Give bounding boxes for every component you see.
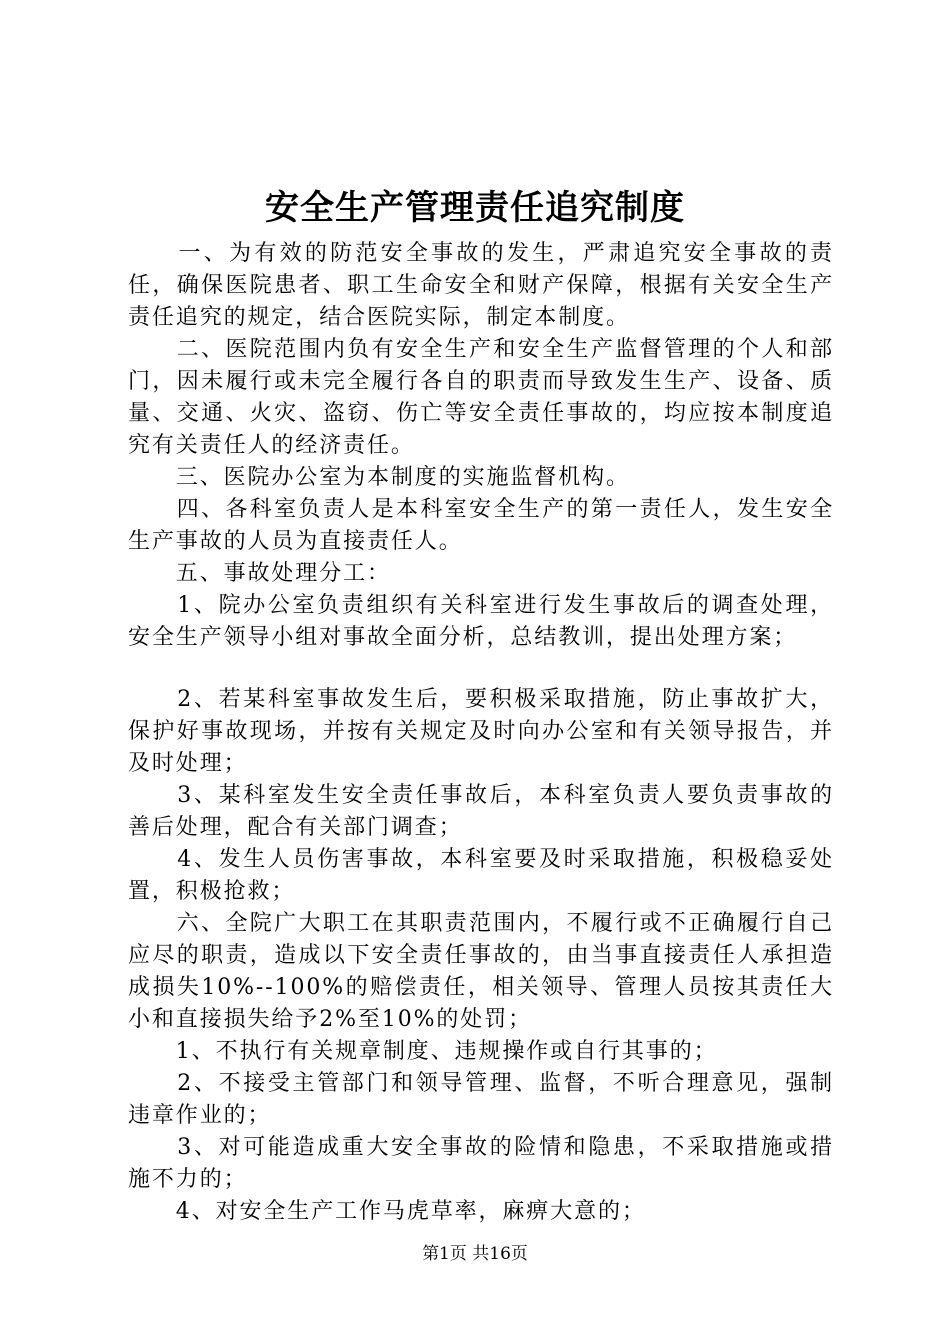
- paragraph-3: 三、医院办公室为本制度的实施监督机构。: [128, 465, 630, 490]
- document-body: [128, 238, 834, 1228]
- paragraph-6-4: 4、对安全生产工作马虎草率，麻痹大意的；: [128, 1199, 646, 1224]
- paragraph-4: 四、各科室负责人是本科室安全生产的第一责任人，发生安全生产事故的人员为直接责任人。: [128, 497, 834, 554]
- paragraph-2: 二、医院范围内负有安全生产和安全生产监督管理的个人和部门，因未履行或未完全履行各自的职责而导致发生生产、设备、质量、交通、火灾、盗窃、伤亡等安全责任事故的，均应按本制度追究有关责任人的经济责任。: [128, 337, 834, 458]
- paragraph-5-1: 1、院办公室负责组织有关科室进行发生事故后的调查处理，安全生产领导小组对事故全面分析，总结教训，提出处理方案；: [128, 593, 834, 650]
- paragraph-6-1: 1、不执行有关规章制度、违规操作或自行其事的；: [128, 1039, 718, 1064]
- paragraph-5-3: 3、某科室发生安全责任事故后，本科室负责人要负责事故的善后处理，配合有关部门调查；: [128, 783, 834, 840]
- document-title: 安全生产管理责任追究制度: [265, 188, 685, 228]
- paragraph-6: 六、全院广大职工在其职责范围内，不履行或不正确履行自己应尽的职责，造成以下安全责任事故的，由当事直接责任人承担造成损失10%--100%的赔偿责任，相关领导、管理人员按其责任大小和直接损失给予2%至10%的处罚；: [128, 911, 834, 1032]
- paragraph-5-4: 4、发生人员伤害事故，本科室要及时采取措施，积极稳妥处置，积极抢救；: [128, 847, 834, 904]
- paragraph-6-2: 2、不接受主管部门和领导管理、监督，不听合理意见，强制违章作业的；: [128, 1071, 834, 1128]
- paragraph-1: 一、为有效的防范安全事故的发生，严肃追究安全事故的责任，确保医院患者、职工生命安全和财产保障，根据有关安全生产责任追究的规定，结合医院实际，制定本制度。: [128, 241, 834, 330]
- paragraph-5: 五、事故处理分工：: [128, 561, 391, 586]
- paragraph-5-2: 2、若某科室事故发生后，要积极采取措施，防止事故扩大，保护好事故现场，并按有关规定及时向办公室和有关领导报告，并及时处理；: [128, 687, 834, 776]
- page-number: 第1页 共16页: [422, 1244, 528, 1264]
- paragraph-6-3: 3、对可能造成重大安全事故的险情和隐患，不采取措施或措施不力的；: [128, 1135, 834, 1192]
- paragraph-spacer: [128, 654, 834, 684]
